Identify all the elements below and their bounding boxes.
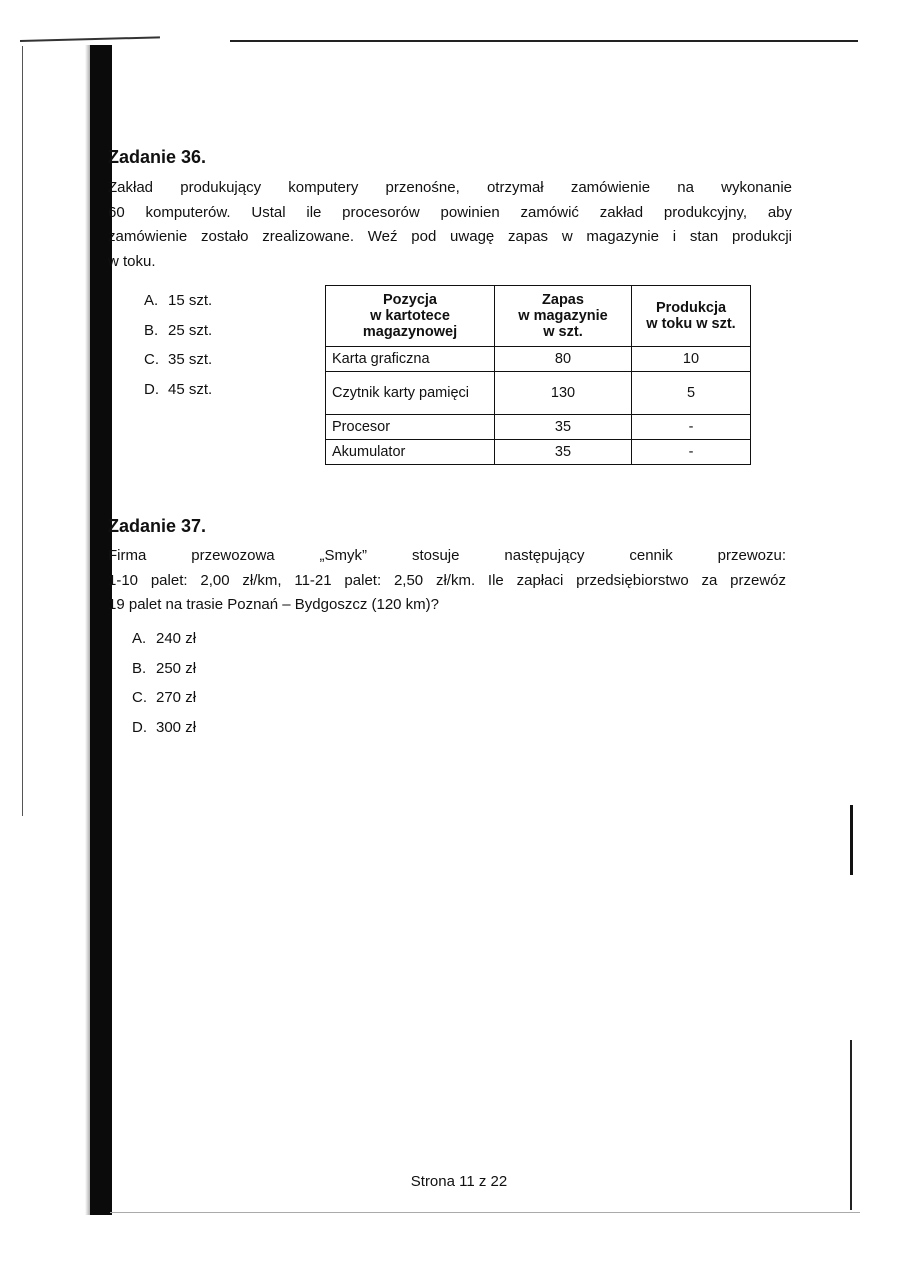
cell-wip: -	[632, 415, 751, 440]
task37-heading: Zadanie 37.	[108, 516, 207, 536]
cell-item: Karta graficzna	[326, 347, 495, 372]
cell-item: Akumulator	[326, 440, 495, 465]
header-wip: Produkcja w toku w szt.	[632, 286, 751, 347]
task37-line: Firma przewozowa „Smyk” stosuje następujący cennik przewozu:	[108, 547, 786, 564]
task36-line: 60 komputerów. Ustal ile procesorów powinien zamówić zakład produkcyjny, aby	[108, 203, 792, 221]
table-row	[326, 440, 751, 465]
task36-question	[108, 176, 792, 274]
cell-stock: 35	[495, 415, 632, 440]
task36-line: Zakład produkujący komputery przenośne, otrzymał zamówienie na wykonanie	[108, 179, 792, 196]
cell-wip: -	[632, 440, 751, 465]
inventory-table	[325, 285, 751, 465]
cell-item: Procesor	[326, 415, 495, 440]
task36-line: w toku.	[108, 252, 156, 270]
scan-top-corner	[20, 36, 160, 42]
task37-option-c: C. 270 zł	[132, 689, 197, 706]
task37-option-d: D. 300 zł	[132, 718, 197, 736]
task36-line: zamówienie zostało zrealizowane. Weź pod uwagę zapas w magazynie i stan produkcji	[108, 228, 792, 245]
task37-options	[132, 624, 196, 742]
task37-option-a: A. 240 zł	[132, 630, 197, 647]
table-row	[326, 372, 751, 415]
table-row	[326, 415, 751, 440]
task36-options	[144, 286, 212, 404]
header-position: Pozycja w kartotece magazynowej	[326, 286, 495, 347]
scan-top-line	[230, 40, 858, 42]
header-stock: Zapas w magazynie w szt.	[495, 286, 632, 347]
table-header-row	[326, 286, 751, 347]
task37-line: 1-10 palet: 2,00 zł/km, 11-21 palet: 2,50 zł/km. Ile zapłaci przedsiębiorstwo za przewóz	[108, 571, 786, 589]
task36-option-c: C. 35 szt.	[144, 351, 213, 368]
task36-option-b: B. 25 szt.	[144, 321, 213, 339]
task37-option-b: B. 250 zł	[132, 659, 197, 677]
cell-wip: 10	[632, 347, 751, 372]
task37-line: 19 palet na trasie Poznań – Bydgoszcz (120 km)?	[108, 596, 440, 613]
cell-stock: 130	[495, 372, 632, 415]
task36-option-a: A. 15 szt.	[144, 292, 213, 309]
cell-stock: 35	[495, 440, 632, 465]
cell-stock: 80	[495, 347, 632, 372]
task36-option-d: D. 45 szt.	[144, 380, 213, 398]
cell-wip: 5	[632, 372, 751, 415]
task37-question	[108, 544, 786, 618]
cell-item: Czytnik karty pamięci	[326, 372, 495, 415]
table-row	[326, 347, 751, 372]
task36-heading: Zadanie 36.	[108, 147, 207, 167]
scan-right-mark	[850, 805, 853, 875]
scan-left-line	[22, 46, 23, 816]
scan-bottom-line	[110, 1212, 860, 1213]
page-footer: Strona 11 z 22	[410, 1173, 508, 1190]
